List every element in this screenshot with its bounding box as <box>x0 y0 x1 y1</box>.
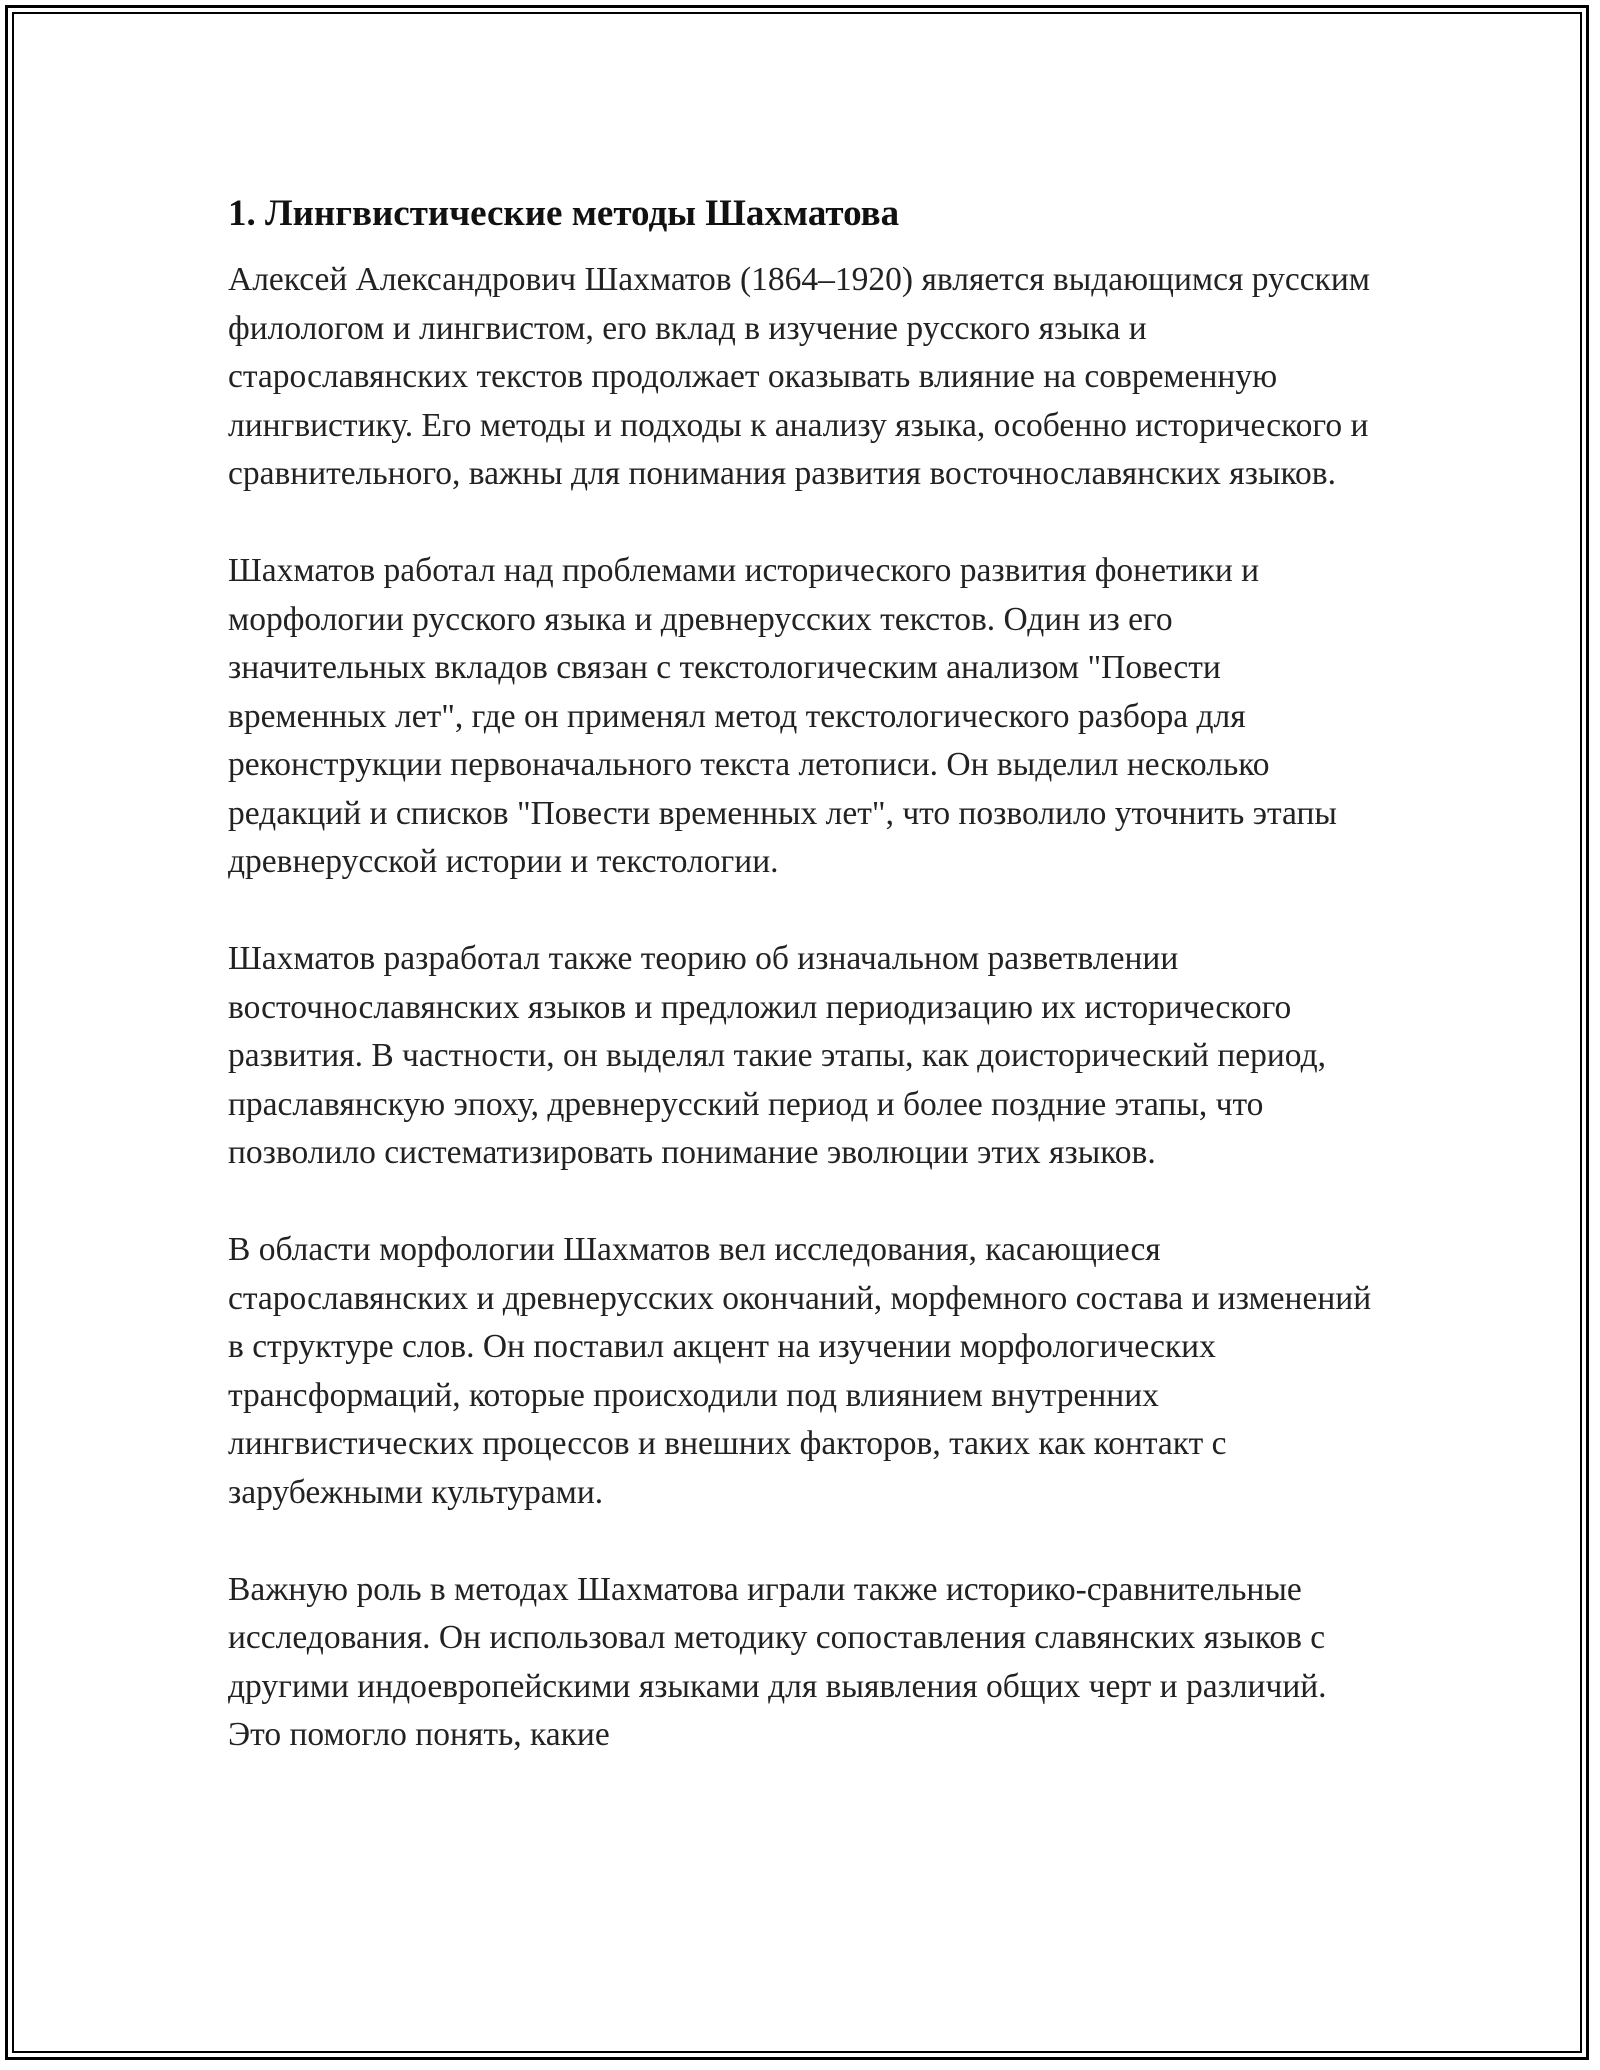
paragraph-4: В области морфологии Шахматов вел исследования, касающиеся старославянских и древнерусских окончаний, морфемного состава и изменений в структуре слов. Он поставил акцент на изучении морфологических трансформаций, которые происходили под влиянием внутренних лингвистических процессов и внешних факторов, таких как контакт с зарубежными культурами. <box>228 1231 1372 1511</box>
paragraph-1: Алексей Александрович Шахматов (1864–1920) является выдающимся русским филологом и лингвистом, его вклад в изучение русского языка и старославянских текстов продолжает оказывать влияние на современную лингвистику. Его методы и подходы к анализу языка, особенно исторического и сравнительного, важны для понимания развития восточнославянских языков. <box>228 261 1370 492</box>
document-body <box>228 188 1378 1808</box>
paragraph-5: Важную роль в методах Шахматова играли также историко-сравнительные исследования. Он использовал методику сопоставления славянских языков с другими индоевропейскими языками для выявления общих черт и различий. Это помогло понять, какие <box>228 1570 1327 1753</box>
paragraph-2: Шахматов работал над проблемами исторического развития фонетики и морфологии русского языка и древнерусских текстов. Один из его значительных вкладов связан с текстологическим анализом "Повести временных лет", где он применял метод текстологического разбора для реконструкции первоначального текста летописи. Он выделил несколько редакций и списков "Повести временных лет", что позволило уточнить этапы древнерусской истории и текстологии. <box>228 552 1337 880</box>
section-heading: 1. Лингвистические методы Шахматова <box>228 193 900 234</box>
paragraph-3: Шахматов разработал также теорию об изначальном разветвлении восточнославянских языков и предложил периодизацию их исторического развития. В частности, он выделял такие этапы, как доисторический период, праславянскую эпоху, древнерусский период и более поздние этапы, что позволило систематизировать понимание эволюции этих языков. <box>228 940 1326 1171</box>
